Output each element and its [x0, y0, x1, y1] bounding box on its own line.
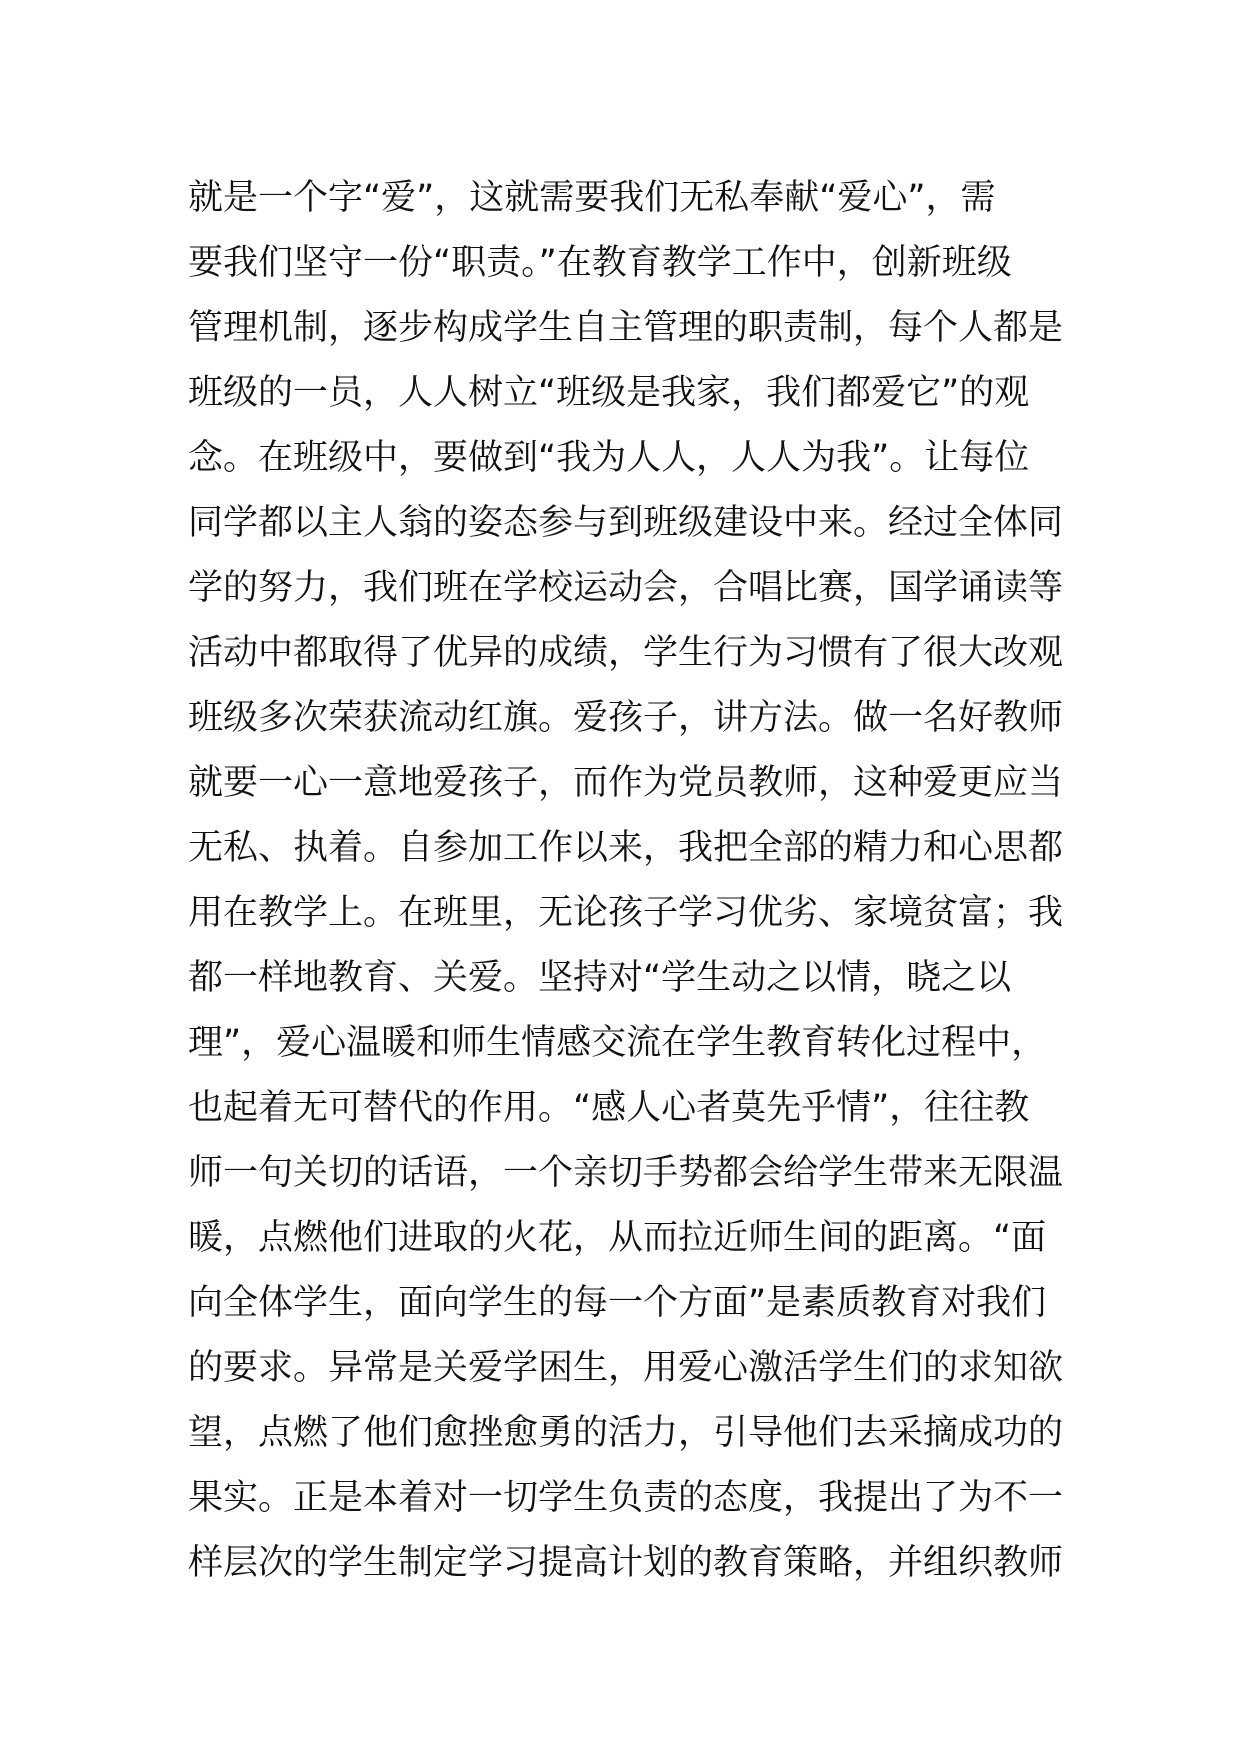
text-line: 的要求。异常是关爱学困生，用爱心激活学生们的求知欲 [188, 1348, 1064, 1388]
text-line: 管理机制，逐步构成学生自主管理的职责制，每个人都是 [188, 308, 1064, 348]
text-line: 理”，爱心温暖和师生情感交流在学生教育转化过程中， [188, 1023, 1047, 1063]
text-line: 用在教学上。在班里，无论孩子学习优劣、家境贫富；我 [188, 893, 1064, 933]
text-line: 样层次的学生制定学习提高计划的教育策略，并组织教师 [188, 1543, 1064, 1583]
text-line: 向全体学生，面向学生的每一个方面”是素质教育对我们 [188, 1283, 1047, 1323]
text-line: 要我们坚守一份“职责。”在教育教学工作中，创新班级 [188, 243, 1012, 283]
text-line: 无私、执着。自参加工作以来，我把全部的精力和心思都 [188, 828, 1064, 868]
text-line: 班级的一员，人人树立“班级是我家，我们都爱它”的观 [188, 373, 1030, 413]
text-line: 念。在班级中，要做到“我为人人，人人为我”。让每位 [188, 438, 1030, 478]
text-line: 果实。正是本着对一切学生负责的态度，我提出了为不一 [188, 1478, 1064, 1518]
text-line: 暖，点燃他们进取的火花，从而拉近师生间的距离。“面 [188, 1218, 1047, 1258]
text-line: 也起着无可替代的作用。“感人心者莫先乎情”，往往教 [188, 1088, 1030, 1128]
text-line: 就是一个字“爱”，这就需要我们无私奉献“爱心”，需 [188, 178, 996, 218]
text-line: 同学都以主人翁的姿态参与到班级建设中来。经过全体同 [188, 503, 1064, 543]
text-line: 活动中都取得了优异的成绩，学生行为习惯有了很大改观 [188, 633, 1064, 673]
body-text [188, 166, 1068, 1596]
text-line: 师一句关切的话语，一个亲切手势都会给学生带来无限温 [188, 1153, 1064, 1193]
text-line: 学的努力，我们班在学校运动会，合唱比赛，国学诵读等 [188, 568, 1064, 608]
text-line: 都一样地教育、关爱。坚持对“学生动之以情，晓之以 [188, 958, 1012, 998]
text-line: 就要一心一意地爱孩子，而作为党员教师，这种爱更应当 [188, 763, 1064, 803]
text-line: 班级多次荣获流动红旗。爱孩子，讲方法。做一名好教师 [188, 698, 1064, 738]
text-line: 望，点燃了他们愈挫愈勇的活力，引导他们去采摘成功的 [188, 1413, 1064, 1453]
